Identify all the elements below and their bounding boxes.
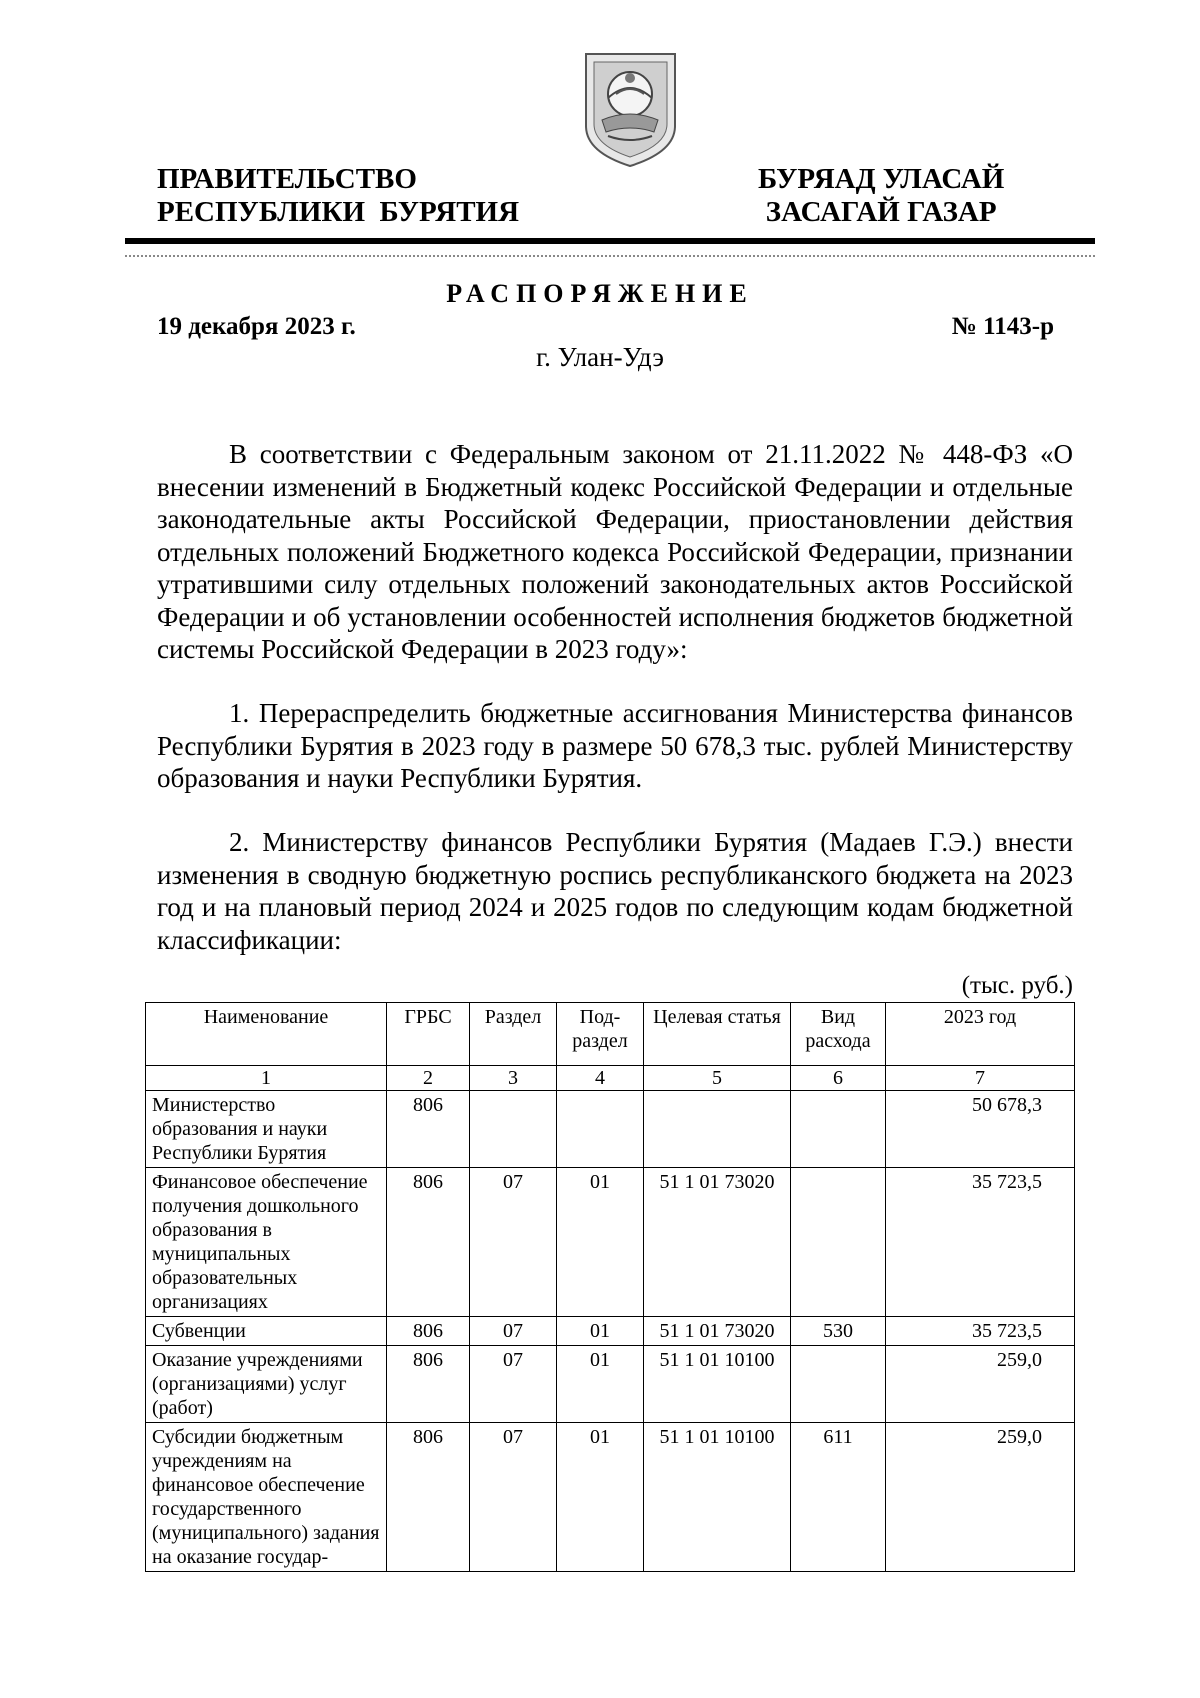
table-row — [146, 1168, 1075, 1317]
header-expense-type: Вид расхода — [791, 1003, 886, 1066]
row-grbs: 806 — [387, 1346, 470, 1423]
org-name-buryat-line-1: БУРЯАД УЛАСАЙ — [758, 163, 1005, 195]
column-number: 3 — [470, 1066, 557, 1091]
document-type-title: РАСПОРЯЖЕНИЕ — [446, 279, 754, 308]
row-amount: 50 678,3 — [886, 1091, 1075, 1168]
row-expense-type — [791, 1346, 886, 1423]
row-subsection — [557, 1091, 644, 1168]
org-name-buryat — [758, 163, 1004, 229]
table-row — [146, 1423, 1075, 1572]
org-name-russian-line-2: РЕСПУБЛИКИ БУРЯТИЯ — [157, 196, 520, 228]
row-subsection: 01 — [557, 1423, 644, 1572]
row-section — [470, 1091, 557, 1168]
row-subsection: 01 — [557, 1317, 644, 1346]
header-target-article: Целевая статья — [644, 1003, 791, 1066]
header-dotted-divider — [125, 255, 1095, 257]
column-number: 6 — [791, 1066, 886, 1091]
row-grbs: 806 — [387, 1317, 470, 1346]
row-name: Финансовое обеспечение получения дошкольного образования в муниципальных образовательных организациях — [146, 1168, 387, 1317]
header-grbs: ГРБС — [387, 1003, 470, 1066]
item-2-paragraph: 2. Министерству финансов Республики Бурятия (Мадаев Г.Э.) внести изменения в сводную бюджетную роспись республиканского бюджета на 2023 год и на плановый период 2024 и 2025 годов по следующим кодам бюджетной классификации: — [157, 827, 1073, 955]
table-unit-label: (тыс. руб.) — [961, 972, 1073, 999]
row-expense-type: 530 — [791, 1317, 886, 1346]
org-name-buryat-line-2: ЗАСАГАЙ ГАЗАР — [765, 196, 997, 228]
column-number: 5 — [644, 1066, 791, 1091]
item-1-paragraph: 1. Перераспределить бюджетные ассигнования Министерства финансов Республики Бурятия в 2023 году в размере 50 678,3 тыс. рублей Министерству образования и науки Республики Бурятия. — [157, 698, 1073, 793]
column-number-row — [146, 1066, 1075, 1091]
row-target-article: 51 1 01 73020 — [644, 1168, 791, 1317]
row-grbs: 806 — [387, 1423, 470, 1572]
row-subsection: 01 — [557, 1168, 644, 1317]
column-number: 2 — [387, 1066, 470, 1091]
row-name: Министерство образования и науки Республики Бурятия — [146, 1091, 387, 1168]
row-target-article — [644, 1091, 791, 1168]
row-expense-type — [791, 1168, 886, 1317]
row-target-article: 51 1 01 10100 — [644, 1346, 791, 1423]
header-divider — [125, 238, 1095, 244]
row-section: 07 — [470, 1423, 557, 1572]
row-target-article: 51 1 01 10100 — [644, 1423, 791, 1572]
row-expense-type: 611 — [791, 1423, 886, 1572]
header-section: Раздел — [470, 1003, 557, 1066]
org-name-russian — [157, 163, 519, 229]
table-row — [146, 1317, 1075, 1346]
row-amount: 35 723,5 — [886, 1317, 1075, 1346]
row-name: Субвенции — [146, 1317, 387, 1346]
row-grbs: 806 — [387, 1168, 470, 1317]
budget-table — [145, 1002, 1075, 1572]
header-name: Наименование — [146, 1003, 387, 1066]
header-year-2023: 2023 год — [886, 1003, 1075, 1066]
row-expense-type — [791, 1091, 886, 1168]
table-row — [146, 1091, 1075, 1168]
table-row — [146, 1346, 1075, 1423]
row-section: 07 — [470, 1346, 557, 1423]
coat-of-arms-emblem — [578, 48, 683, 170]
column-number: 7 — [886, 1066, 1075, 1091]
row-name: Субсидии бюджетным учреждениям на финансовое обеспечение государственного (муниципального) задания на оказание государ- — [146, 1423, 387, 1572]
row-amount: 259,0 — [886, 1346, 1075, 1423]
document-number: № 1143-р — [951, 313, 1054, 340]
table-header-row — [146, 1003, 1075, 1066]
row-target-article: 51 1 01 73020 — [644, 1317, 791, 1346]
header-subsection: Под-раздел — [557, 1003, 644, 1066]
org-name-russian-line-1: ПРАВИТЕЛЬСТВО — [157, 163, 417, 195]
row-amount: 259,0 — [886, 1423, 1075, 1572]
document-city: г. Улан-Удэ — [536, 342, 664, 372]
column-number: 1 — [146, 1066, 387, 1091]
row-section: 07 — [470, 1168, 557, 1317]
row-name: Оказание учреждениями (организациями) услуг (работ) — [146, 1346, 387, 1423]
row-amount: 35 723,5 — [886, 1168, 1075, 1317]
row-subsection: 01 — [557, 1346, 644, 1423]
column-number: 4 — [557, 1066, 644, 1091]
row-grbs: 806 — [387, 1091, 470, 1168]
document-date: 19 декабря 2023 г. — [157, 313, 356, 340]
row-section: 07 — [470, 1317, 557, 1346]
preamble-paragraph: В соответствии с Федеральным законом от 21.11.2022 № 448-ФЗ «О внесении изменений в Бюджетный кодекс Российской Федерации и отдельные законодательные акты Российской Федерации, приостановлении действия отдельных положений Бюджетного кодекса Российской Федерации, признании утратившими силу отдельных положений законодательных актов Российской Федерации и об установлении особенностей исполнения бюджетов бюджетной системы Российской Федерации в 2023 году»: — [157, 439, 1073, 664]
